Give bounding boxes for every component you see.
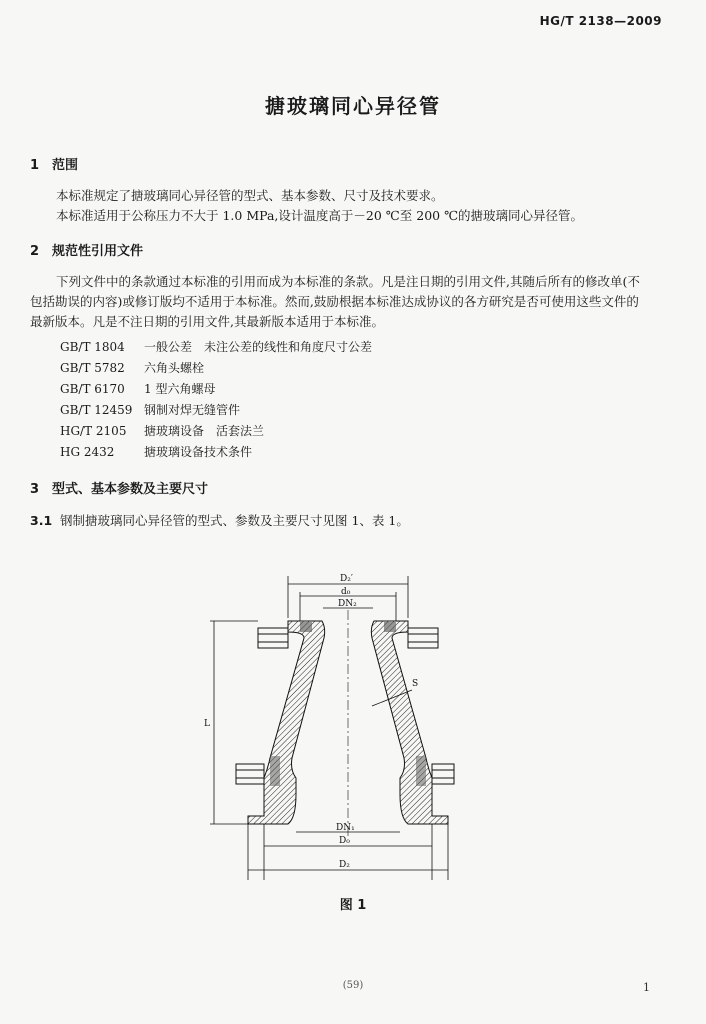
dim-bottom-outer: D₂ xyxy=(339,860,350,870)
bottom-left-enamel xyxy=(270,756,280,786)
dim-top-dn: DN₂ xyxy=(338,599,357,609)
reference-item xyxy=(60,338,372,355)
reference-title: 1 型六角螺母 xyxy=(144,382,216,396)
section-2-heading xyxy=(30,240,143,259)
paragraph: 下列文件中的条款通过本标准的引用而成为本标准的条款。凡是注日期的引用文件,其随后所有的修改单(不包括勘误的内容)或修订版均不适用于本标准。然而,鼓励根据本标准达成协议的各方研究是否可使用这些文件的最新版本。凡是不注日期的引用文件,其最新版本适用于本标准。 xyxy=(30,274,640,329)
bottom-left-bolt xyxy=(236,764,264,784)
reference-code: GB/T 1804 xyxy=(60,340,125,354)
left-wall-section xyxy=(248,621,325,824)
reference-title: 钢制对焊无缝管件 xyxy=(144,403,241,417)
reference-title: 搪玻璃设备技术条件 xyxy=(144,445,253,459)
section-1-heading xyxy=(30,154,78,173)
right-wall-section xyxy=(371,621,448,824)
clause-number: 3.1 xyxy=(30,513,53,528)
reference-item xyxy=(60,380,215,397)
dim-length: L xyxy=(204,719,210,729)
section-number: 1 xyxy=(30,158,40,173)
dim-bottom-dn: DN₁ xyxy=(336,823,355,833)
reference-item xyxy=(60,443,252,460)
reducer-drawing xyxy=(200,566,460,886)
dim-top-outer: D₂′ xyxy=(340,574,353,584)
length-dimension xyxy=(210,621,258,824)
bottom-right-bolt xyxy=(432,764,454,784)
figure-caption: 图 1 xyxy=(339,898,367,913)
section-title: 规范性引用文件 xyxy=(52,244,144,259)
page-footer-center: (59) xyxy=(342,980,364,991)
section-number: 2 xyxy=(30,244,40,259)
reference-title: 六角头螺栓 xyxy=(144,361,205,375)
section-title: 范围 xyxy=(52,158,79,173)
reference-title: 搪玻璃设备 活套法兰 xyxy=(144,424,265,438)
reference-item xyxy=(60,422,264,439)
clause-3-1 xyxy=(30,511,409,529)
dim-top-bolt: d₀ xyxy=(341,587,351,597)
reference-item xyxy=(60,359,204,376)
reference-code: GB/T 12459 xyxy=(60,403,133,417)
dim-bottom-bolt: D₀ xyxy=(339,836,350,846)
paragraph: 本标准规定了搪玻璃同心异径管的型式、基本参数、尺寸及技术要求。 xyxy=(56,188,444,203)
reference-code: HG/T 2105 xyxy=(60,424,127,438)
reference-code: GB/T 6170 xyxy=(60,382,125,396)
reference-code: GB/T 5782 xyxy=(60,361,125,375)
bottom-right-enamel xyxy=(416,756,426,786)
reference-item xyxy=(60,401,240,418)
standard-code: HG/T 2138—2009 xyxy=(539,14,662,28)
top-left-bolt xyxy=(258,628,288,648)
top-left-enamel xyxy=(300,622,312,632)
clause-text: 钢制搪玻璃同心异径管的型式、参数及主要尺寸见图 1、表 1。 xyxy=(60,513,409,528)
page-number: 1 xyxy=(643,981,650,994)
dim-thickness: S xyxy=(412,679,419,689)
section-title: 型式、基本参数及主要尺寸 xyxy=(52,482,209,497)
paragraph: 本标准适用于公称压力不大于 1.0 MPa,设计温度高于－20 ℃至 200 ℃的搪玻璃同心异径管。 xyxy=(56,208,584,223)
reference-code: HG 2432 xyxy=(60,445,115,459)
reference-title: 一般公差 未注公差的线性和角度尺寸公差 xyxy=(144,340,373,354)
section-number: 3 xyxy=(30,482,40,497)
section-3-heading xyxy=(30,478,208,497)
document-title: 搪玻璃同心异径管 xyxy=(265,94,441,118)
top-right-enamel xyxy=(384,622,396,632)
top-right-bolt xyxy=(408,628,438,648)
